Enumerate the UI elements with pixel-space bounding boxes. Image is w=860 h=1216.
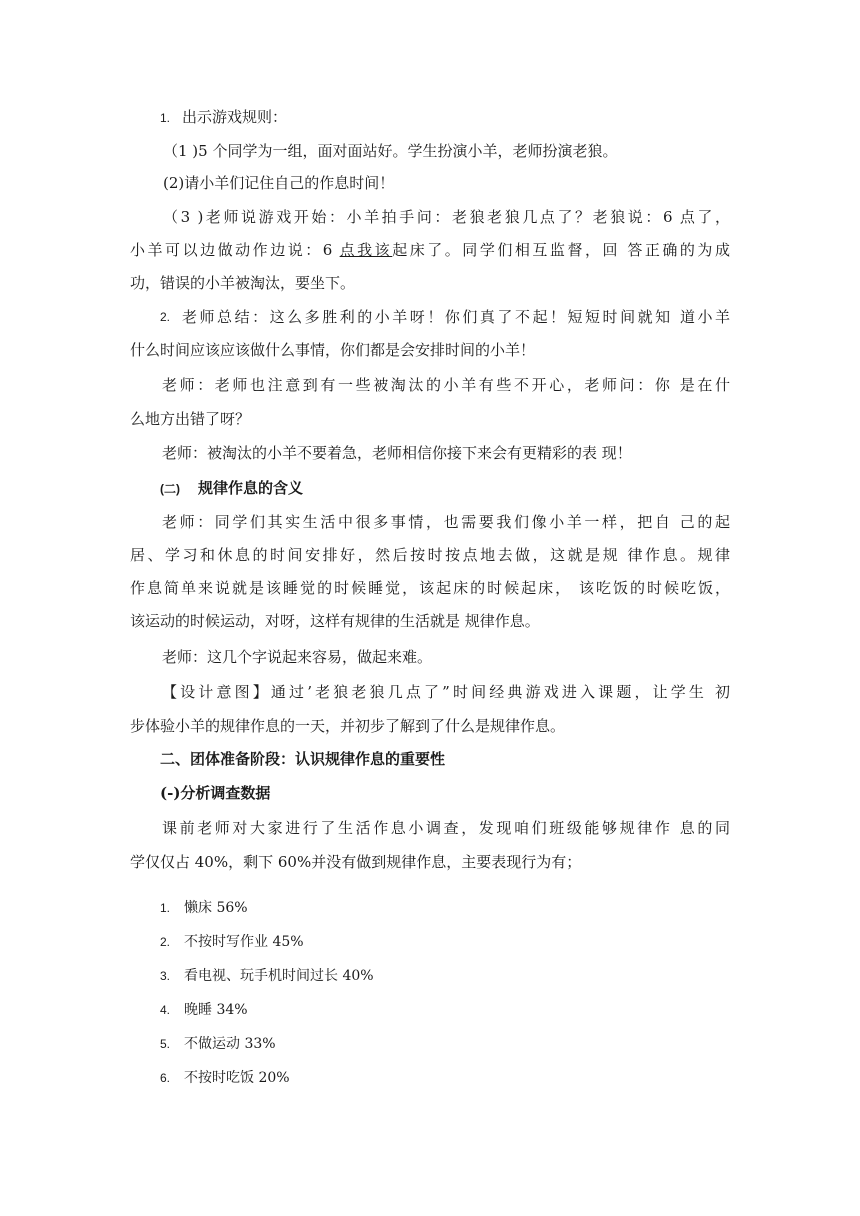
list-number: 2. xyxy=(160,310,171,324)
list-item xyxy=(160,1000,248,1020)
survey-line-1: 课前老师对大家进行了生活作息小调查，发现咱们班级能够规律作 息的同 xyxy=(162,819,730,837)
list-number: 5. xyxy=(160,1037,171,1051)
rules-title: 出示游戏规则： xyxy=(182,108,288,126)
summary-line-2: 什么时间应该应该做什么事情，你们都是会安排时间的小羊！ xyxy=(130,341,536,359)
list-number: 2. xyxy=(160,935,171,949)
rule-3-line-3: 功，错误的小羊被淘汰，要坐下。 xyxy=(130,274,356,292)
list-text: 不按时吃饭 20% xyxy=(184,1070,290,1086)
rule-2: (2)请小羊们记住自己的作息时间！ xyxy=(163,174,395,192)
survey-line-2: 学仅仅占 40%，剩下 60%并没有做到规律作息，主要表现行为有； xyxy=(130,853,582,871)
para-1-line-1: 老师：同学们其实生活中很多事情，也需要我们像小羊一样，把自 己的起 xyxy=(162,513,730,531)
list-text: 不做运动 33% xyxy=(184,1036,276,1052)
list-number: 6. xyxy=(160,1071,171,1085)
para-1-line-3: 作息简单来说就是该睡觉的时候睡觉，该起床的时候起床， 该吃饭的时候吃饭， xyxy=(130,579,730,597)
list-item xyxy=(160,898,248,918)
list-item xyxy=(160,932,304,952)
para-1-line-2: 居、学习和休息的时间安排好，然后按时按点地去做，这就是规 律作息。规律 xyxy=(130,546,730,564)
list-number: 1. xyxy=(160,901,171,915)
teacher-1-line-2: 么地方出错了呀？ xyxy=(130,410,251,428)
design-intent-line-2: 步体验小羊的规律作息的一天，并初步了解到了什么是规律作息。 xyxy=(130,717,566,735)
summary-line-1 xyxy=(160,307,730,327)
section-title: 规律作息的含义 xyxy=(198,479,304,497)
list-item xyxy=(160,966,374,986)
heading-2: 二、团体准备阶段：认识规律作息的重要性 xyxy=(160,750,446,768)
summary-text: 老师总结：这么多胜利的小羊呀！你们真了不起！短短时间就知 道小羊 xyxy=(182,308,730,326)
design-intent-line-1: 【设计意图】通过’老狼老狼几点了”时间经典游戏进入课题，让学生 初 xyxy=(162,683,730,701)
rule-3-text-a: 小羊可以边做动作边说：6 xyxy=(130,241,340,259)
list-text: 不按时写作业 45% xyxy=(184,934,304,950)
rules-heading xyxy=(160,107,760,128)
rule-3-text-b: 起床了。同学们相互监督，回 答正确的为成 xyxy=(392,241,730,259)
para-1-line-4: 该运动的时候运动，对呀，这样有规律的生活就是 规律作息。 xyxy=(130,612,540,630)
list-number: 4. xyxy=(160,1003,171,1017)
section-number: (二) xyxy=(160,482,180,496)
rule-1: （1 )5 个同学为一组，面对面站好。学生扮演小羊，老师扮演老狼。 xyxy=(163,142,618,160)
list-text: 懒床 56% xyxy=(184,900,248,916)
list-item xyxy=(160,1068,290,1088)
para-2: 老师：这几个字说起来容易，做起来难。 xyxy=(162,648,433,666)
rule-3-line-1: （3 )老师说游戏开始：小羊拍手问：老狼老狼几点了？老狼说：6 点了， xyxy=(163,208,730,226)
list-number: 3. xyxy=(160,969,171,983)
teacher-2: 老师：被淘汰的小羊不要着急，老师相信你接下来会有更精彩的表 现！ xyxy=(162,444,632,462)
list-text: 晚睡 34% xyxy=(184,1002,248,1018)
rule-3-underlined: 点我该 xyxy=(339,241,393,259)
teacher-1-line-1: 老师：老师也注意到有一些被淘汰的小羊有些不开心，老师问：你 是在什 xyxy=(162,376,730,394)
list-number: 1. xyxy=(160,111,171,125)
list-item xyxy=(160,1034,276,1054)
rule-3-line-2 xyxy=(130,240,730,260)
list-text: 看电视、玩手机时间过长 40% xyxy=(184,968,374,984)
section-heading xyxy=(160,478,760,499)
heading-3: (-)分析调查数据 xyxy=(160,784,271,802)
